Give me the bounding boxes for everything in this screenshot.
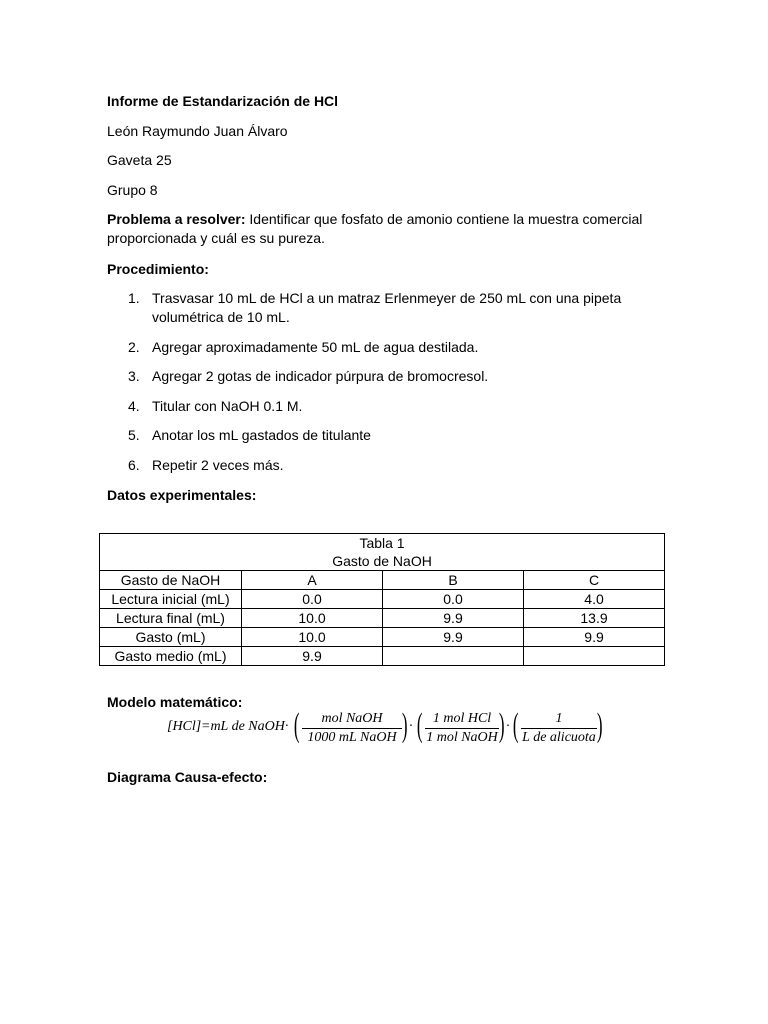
math-formula [167,709,607,749]
model-heading: Modelo matemático: [107,694,243,710]
table-cell: 9.9 [524,628,665,647]
step-number: 4. [128,397,140,414]
table-header-cell: C [524,571,665,590]
formula-dot: · [409,719,413,734]
paren-close: ) [401,707,408,744]
fraction-1-denominator: 1000 mL NaOH [302,728,402,747]
grupo-line: Grupo 8 [107,182,158,198]
list-item [107,397,667,416]
step-text: Agregar 2 gotas de indicador púrpura de bromocresol. [152,368,489,384]
formula-eq: =mL de NaOH· [201,719,289,734]
table-cell: Gasto (mL) [100,628,242,647]
fraction-2-denominator: 1 mol NaOH [426,730,498,745]
paren-open: ( [416,707,423,744]
fraction-2-numerator: 1 mol HCl [432,711,492,726]
table-row [100,590,665,609]
table-cell: Gasto medio (mL) [100,647,242,666]
fraction-3 [521,710,597,747]
table-caption-line1: Tabla 1 [359,535,405,551]
step-number: 3. [128,368,140,384]
procedure-list [107,289,667,485]
paren-open: ( [293,707,300,744]
table-row [100,609,665,628]
data-heading: Datos experimentales: [107,487,257,503]
table-header-cell: B [383,571,524,590]
step-text: Titular con NaOH 0.1 M. [152,397,303,414]
gaveta-line: Gaveta 25 [107,152,172,168]
fraction-3-denominator: L de alicuota [522,730,596,745]
table-cell: 0.0 [383,590,524,609]
table-header-cell: A [242,571,383,590]
table-cell: 0.0 [242,590,383,609]
table-caption-row [100,534,665,571]
fraction-1-numerator: mol NaOH [321,711,383,726]
author-name: León Raymundo Juan Álvaro [107,123,288,139]
list-item [107,338,667,357]
step-number: 6. [128,456,140,473]
problem-statement [107,210,667,248]
formula-lhs: [HCl] [167,719,202,734]
paren-open: ( [512,707,519,744]
table-cell: 10.0 [242,628,383,647]
formula-dot: · [506,719,510,734]
table-caption-line2: Gasto de NaOH [332,553,432,569]
fraction-2 [425,710,499,747]
report-title: Informe de Estandarización de HCl [107,93,339,109]
problem-label: Problema a resolver: [107,211,246,227]
procedure-heading: Procedimiento: [107,261,209,277]
step-text: Agregar aproximadamente 50 mL de agua destilada. [152,338,479,355]
table-cell: 9.9 [242,647,383,666]
step-number: 1. [128,290,140,306]
step-text: Trasvasar 10 mL de HCl a un matraz Erlenmeyer de 250 mL con una pipeta volumétrica de 10 mL. [152,290,622,325]
table-cell: 10.0 [242,609,383,628]
table-row [100,628,665,647]
list-item [107,289,667,327]
list-item [107,456,667,475]
fraction-3-numerator: 1 [555,711,563,726]
diagram-heading: Diagrama Causa-efecto: [107,769,268,785]
table-cell: 13.9 [524,609,665,628]
table-row [100,647,665,666]
table-cell: 4.0 [524,590,665,609]
fraction-1 [302,710,402,747]
list-item [107,426,667,445]
paren-close: ) [596,707,603,744]
step-number: 2. [128,338,140,355]
table-cell [383,647,524,666]
step-text: Anotar los mL gastados de titulante [152,427,371,443]
table-header-row [100,571,665,590]
list-item [107,367,667,386]
table-cell: 9.9 [383,609,524,628]
table-cell: 9.9 [383,628,524,647]
problem-text: Identificar que fosfato de amonio contiene la muestra comercial proporcionada y cuál es su pureza. [107,211,643,246]
table-cell [524,647,665,666]
naoh-table [99,533,665,666]
step-number: 5. [128,427,140,443]
table-cell: Lectura inicial (mL) [100,590,242,609]
paren-close: ) [498,707,505,744]
step-text: Repetir 2 veces más. [152,456,284,473]
table-header-cell: Gasto de NaOH [100,571,242,590]
table-caption [100,534,665,571]
table-cell: Lectura final (mL) [100,609,242,628]
